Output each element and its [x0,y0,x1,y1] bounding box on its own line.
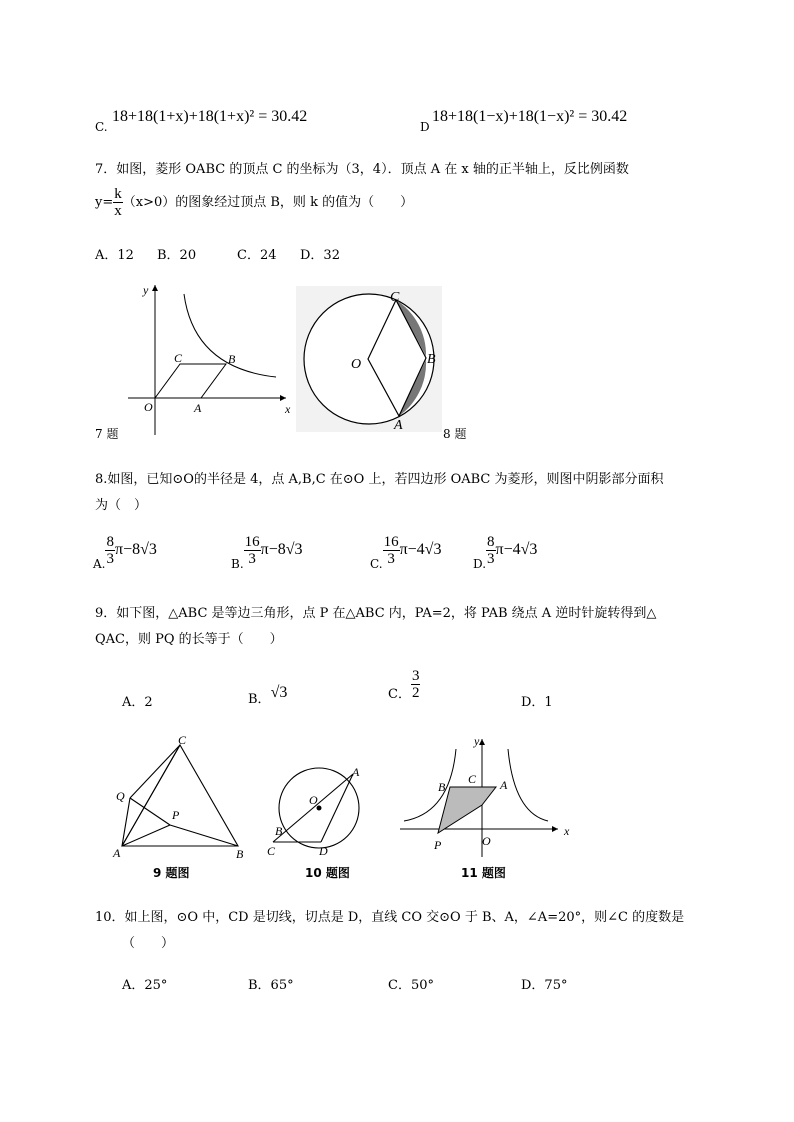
q8-d-rest: π−4√3 [495,541,538,558]
q10-option-a: A．25° [122,978,168,993]
q7-frac-num: k [114,186,122,202]
fig8-label-o: O [351,357,362,372]
q8-option-a-letter: A. [93,557,106,571]
q9-stem-line1: 9．如下图，△ABC 是等边三角形，点 P 在△ABC 内，PA=2，将 PAB 绕点 A 逆时针旋转得到△ [95,606,657,621]
figure-7-caption: 7 题 [95,427,119,441]
q8-c-den: 3 [383,550,400,567]
q8-stem-line2: 为（ ） [95,498,148,513]
q9-option-b-value: √3 [270,684,288,701]
q9-stem-line2: QAC，则 PQ 的长等于（ ） [95,632,283,647]
q8-b-rest: π−8√3 [260,541,303,558]
q7-option-d: D．32 [300,248,340,263]
q8-d-num: 8 [487,534,495,550]
q7-stem-line1: 7．如图，菱形 OABC 的顶点 C 的坐标为（3，4）．顶点 A 在 x 轴的正半轴上，反比例函数 [95,162,629,177]
q8-d-den: 3 [487,551,495,567]
q9-option-c-fraction [411,668,421,701]
fig9-label-q: Q [116,789,125,803]
q10-option-b: B．65° [248,978,294,993]
fig8-label-b: B [427,352,436,367]
figure-9-triangle-rotation [112,733,252,863]
q10-stem-line2: （ ） [122,936,175,951]
q7-frac-den: x [114,203,122,219]
q8-option-d [473,534,537,571]
q8-option-c-fraction [383,534,400,567]
q8-option-b-fraction [244,534,261,567]
q6-option-d-letter: D [420,120,430,134]
q9-option-c-letter: C． [388,687,411,702]
q8-c-num: 16 [383,534,399,550]
q8-option-c [370,534,441,571]
q9-option-d: D．1 [521,695,553,710]
fig9-label-a: A [113,846,121,860]
q9-c-den: 2 [411,685,420,701]
fig11-label-y: y [474,734,480,748]
fig10-label-o: O [309,793,318,807]
figure-8-circle-rhombus [296,286,446,436]
figure-8-caption: 8 题 [443,427,467,441]
q8-c-rest: π−4√3 [399,541,442,558]
figure-11-caption: 11 题图 [461,866,506,880]
figure-9-caption: 9 题图 [153,866,190,880]
q9-option-a: A．2 [122,695,153,710]
q7-option-b: B．20 [157,248,197,263]
q10-option-d: D．75° [521,978,568,993]
fig7-label-c: C [174,351,183,365]
fig8-label-c: C [390,290,400,305]
fig7-label-o: O [144,400,153,414]
q8-option-b [231,534,303,571]
q9-option-b [248,684,287,707]
fig10-label-a: A [352,765,360,779]
q10-option-c: C．50° [388,978,434,993]
q8-option-a [93,534,157,571]
q8-a-rest: π−8√3 [114,541,157,558]
figure-10-caption: 10 题图 [305,866,350,880]
q8-stem-line1: 8.如图，已知⊙O的半径是 4，点 A,B,C 在⊙O 上，若四边形 OABC 为菱形，则图中阴影部分面积 [95,472,664,487]
q9-c-num: 3 [411,668,420,684]
q10-stem-line1: 10．如上图，⊙O 中，CD 是切线，切点是 D，直线 CO 交⊙O 于 B、A，∠A=20°，则∠C 的度数是 [95,910,685,925]
q8-a-num: 8 [106,534,114,550]
fig11-label-a: A [500,778,508,792]
q6-option-c-expression: 18+18(1+x)+18(1+x)² = 30.42 [112,108,308,125]
figure-11-hyperbola-parallelogram [398,734,578,857]
fig10-label-b: B [275,824,283,838]
fig10-label-c: C [267,844,276,858]
q6-option-d-expression: 18+18(1−x)+18(1−x)² = 30.42 [432,108,628,125]
q7-fraction-k-over-x [113,186,123,219]
fig9-label-c: C [178,733,187,747]
q7-option-c: C．24 [237,248,277,263]
fig10-label-d: D [319,844,328,858]
fig9-label-p: P [172,808,180,822]
fig7-label-b: B [228,352,236,366]
q8-option-d-fraction [486,534,496,567]
q9-option-b-letter: B． [248,692,271,707]
figure-7-rhombus-hyperbola [118,280,298,440]
q8-b-den: 3 [244,550,261,567]
q8-option-b-letter: B. [231,557,244,571]
q7-stem-line2 [95,186,413,219]
q9-option-c [388,668,420,702]
q7-option-a: A．12 [95,248,134,263]
q8-option-c-letter: C. [370,557,383,571]
fig7-label-x: x [285,402,291,416]
fig11-label-p: P [434,838,442,852]
q8-option-d-letter: D. [473,557,487,571]
fig8-label-a: A [394,418,403,433]
fig11-label-b: B [438,780,446,794]
fig11-label-c: C [468,772,477,786]
q8-b-num: 16 [244,534,260,550]
q7-y-equals: y= [95,195,114,210]
fig7-label-y: y [143,283,149,297]
fig7-label-a: A [194,401,202,415]
q6-option-c-letter: C. [95,120,108,134]
q7-stem-rest: （x>0）的图象经过顶点 B，则 k 的值为（ ） [122,195,414,210]
figure-10-circle-tangent [265,760,375,860]
q8-option-a-fraction [105,534,115,567]
fig11-label-x: x [564,824,570,838]
fig9-label-b: B [236,847,244,861]
fig11-label-o: O [482,834,491,848]
q8-a-den: 3 [106,551,114,567]
